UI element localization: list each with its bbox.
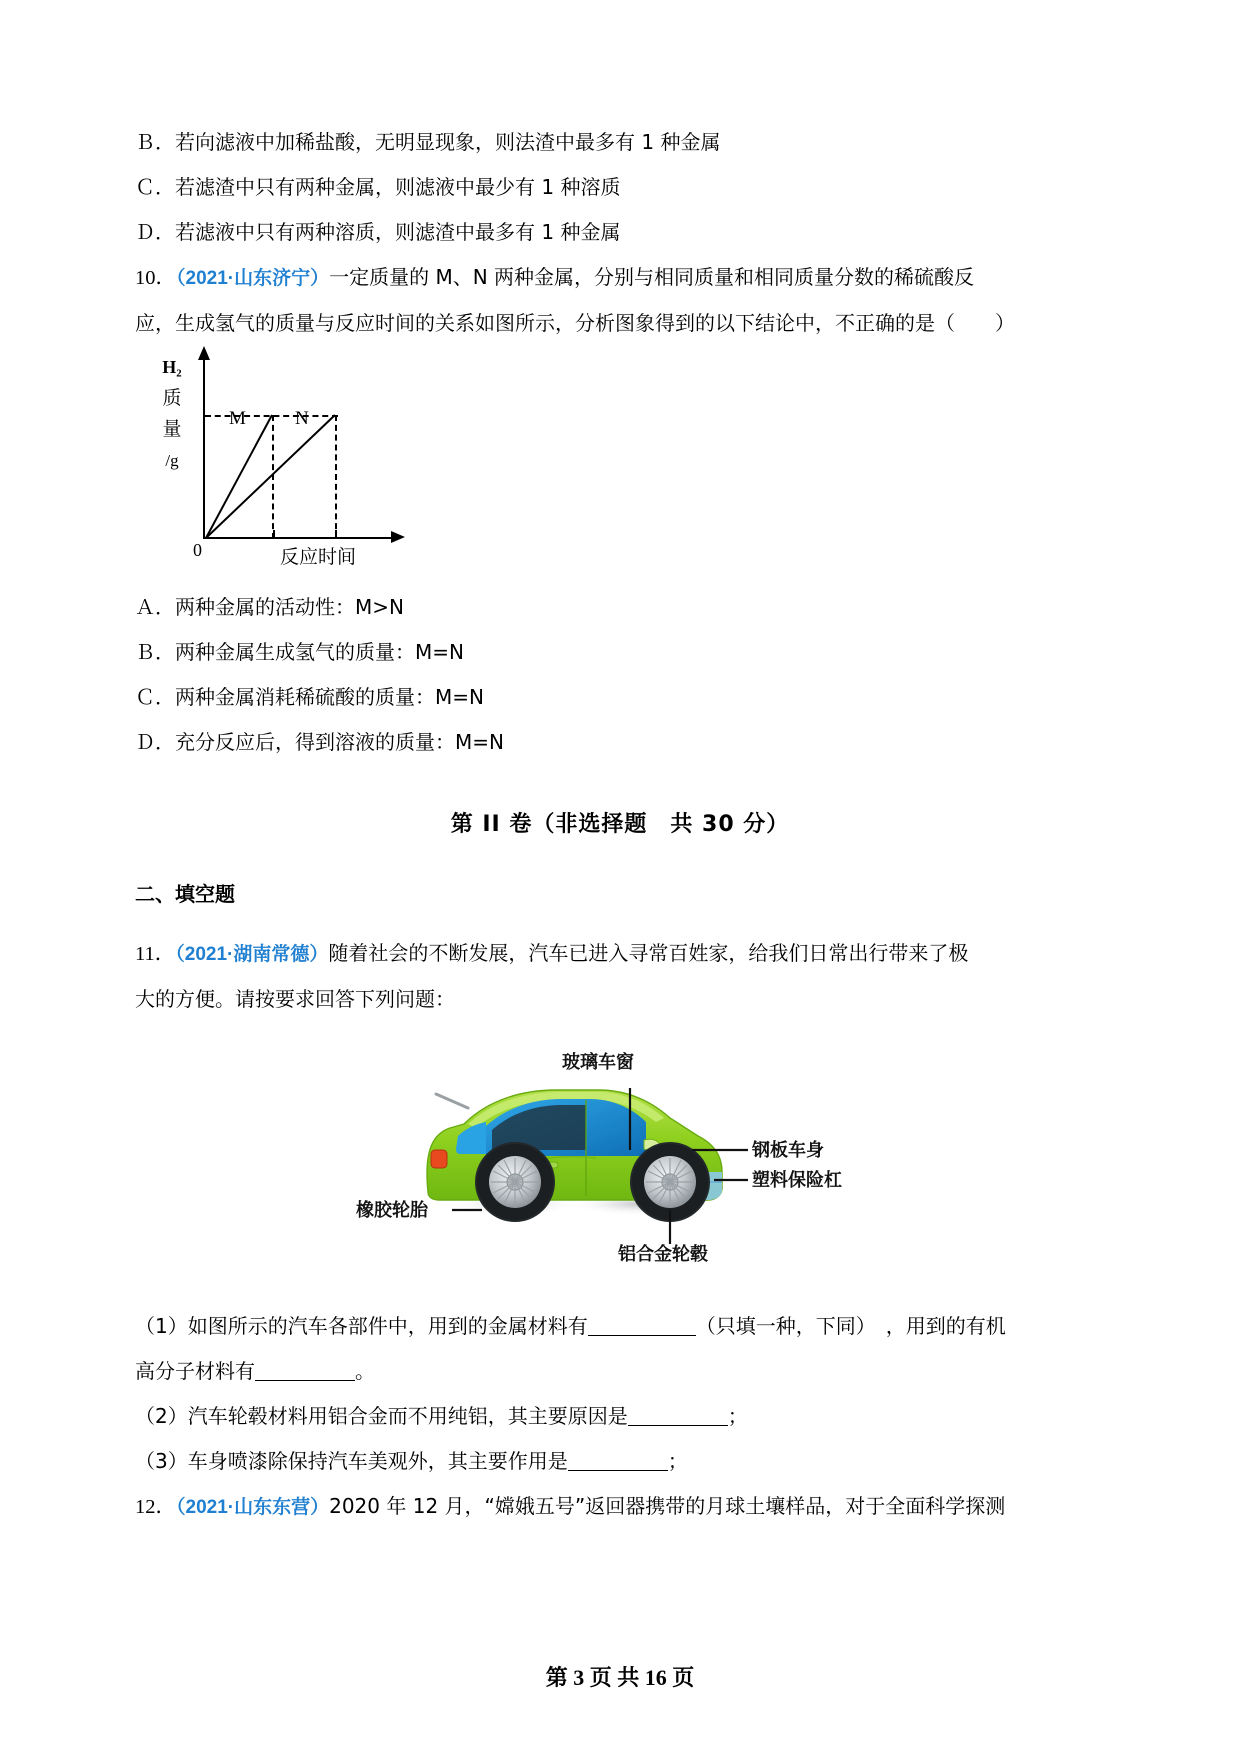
h2-mass-vs-time-chart xyxy=(155,352,455,567)
option-d-q9: Ｄ．若滤液中只有两种溶质，则滤渣中最多有 1 种金属 xyxy=(135,220,621,244)
question-11-text-1: 随着社会的不断发展，汽车已进入寻常百姓家，给我们日常出行带来了极 xyxy=(328,941,969,965)
option-b-q9: Ｂ．若向滤液中加稀盐酸，无明显现象，则法渣中最多有 1 种金属 xyxy=(135,130,721,154)
question-11-sub-1-text-b: （只填一种，下同） ，用到的有机 xyxy=(695,1314,1006,1338)
question-11-sub-2 xyxy=(135,1394,1105,1439)
car-diagram xyxy=(340,1032,900,1265)
question-11-source: （2021·湖南常德） xyxy=(175,944,329,965)
chart-x-axis-label: 反应时间 xyxy=(280,546,357,568)
chart-series-label-n: N xyxy=(295,408,309,429)
label-steel-body: 钢板车身 xyxy=(752,1140,824,1161)
label-glass-window: 玻璃车窗 xyxy=(562,1052,634,1073)
label-alloy-wheel: 铝合金轮毂 xyxy=(618,1244,708,1265)
page-footer: 第 3 页 共 16 页 xyxy=(545,1665,695,1690)
question-10-stem-line2: 应，生成氢气的质量与反应时间的关系如图所示，分析图象得到的以下结论中，不正确的是（ ） xyxy=(135,311,1015,335)
option-c-q10: Ｃ．两种金属消耗稀硫酸的质量：M=N xyxy=(135,685,484,709)
chart-y-axis-label-line-2: 量 xyxy=(162,418,182,440)
question-11-sub-1-text-a: （1）如图所示的汽车各部件中，用到的金属材料有 xyxy=(135,1314,588,1338)
answer-blank-2[interactable] xyxy=(628,1405,728,1426)
chart-series-lines xyxy=(155,352,455,567)
question-10-stem-line1 xyxy=(135,255,1105,301)
chart-y-axis-label-line-0: H₂ xyxy=(162,357,182,377)
question-11-sub-1-line2 xyxy=(135,1349,1105,1394)
question-11-sub-2-text-b: ； xyxy=(727,1404,748,1428)
question-10-text-1: 一定质量的 M、N 两种金属，分别与相同质量和相同质量分数的稀硫酸反 xyxy=(329,265,975,289)
chart-y-axis-label-line-1: 质 xyxy=(162,387,182,409)
option-d-q10: Ｄ．充分反应后，得到溶液的质量：M=N xyxy=(135,730,504,754)
chart-line-m xyxy=(206,415,272,538)
question-11-sub-1-line1 xyxy=(135,1304,1105,1349)
chart-y-axis-unit: /g xyxy=(165,451,179,470)
label-plastic-bumper: 塑料保险杠 xyxy=(752,1170,842,1191)
question-11-number: 11． xyxy=(135,943,176,965)
question-11-stem-line1 xyxy=(135,931,1105,977)
question-12-stem-line1 xyxy=(135,1484,1105,1530)
question-11-sub-1-text-d: 。 xyxy=(355,1359,375,1383)
chart-origin-label: 0 xyxy=(193,540,202,560)
volume-2-header: 第 II 卷（非选择题 共 30 分） xyxy=(450,812,790,837)
option-b-q10: Ｂ．两种金属生成氢气的质量：M=N xyxy=(135,640,464,664)
question-11-stem-line2: 大的方便。请按要求回答下列问题： xyxy=(135,987,455,1011)
question-11-sub-1-text-c: 高分子材料有 xyxy=(135,1359,255,1383)
question-12-number: 12． xyxy=(135,1496,176,1518)
option-a-q10: Ａ．两种金属的活动性：M>N xyxy=(135,595,404,619)
answer-blank-3[interactable] xyxy=(568,1450,668,1471)
chart-line-n xyxy=(206,415,335,538)
label-rubber-tire: 橡胶轮胎 xyxy=(356,1200,428,1221)
question-12-source: （2021·山东东营） xyxy=(176,1497,330,1518)
question-11-sub-3 xyxy=(135,1439,1105,1484)
question-10-number: 10． xyxy=(135,267,176,289)
question-11-sub-2-text-a: （2）汽车轮毂材料用铝合金而不用纯铝，其主要原因是 xyxy=(135,1404,628,1428)
answer-blank-1b[interactable] xyxy=(255,1360,355,1381)
chart-series-label-m: M xyxy=(229,408,246,429)
answer-blank-1a[interactable] xyxy=(588,1315,696,1336)
section-2-header: 二、填空题 xyxy=(135,882,235,906)
question-12-text-1: 2020 年 12 月，“嫦娥五号”返回器携带的月球土壤样品，对于全面科学探测 xyxy=(329,1494,1006,1518)
question-11-sub-3-text-b: ； xyxy=(667,1449,688,1473)
option-c-q9: Ｃ．若滤渣中只有两种金属，则滤液中最少有 1 种溶质 xyxy=(135,175,621,199)
question-11-sub-3-text-a: （3）车身喷漆除保持汽车美观外，其主要作用是 xyxy=(135,1449,568,1473)
question-10-source: （2021·山东济宁） xyxy=(176,268,330,289)
